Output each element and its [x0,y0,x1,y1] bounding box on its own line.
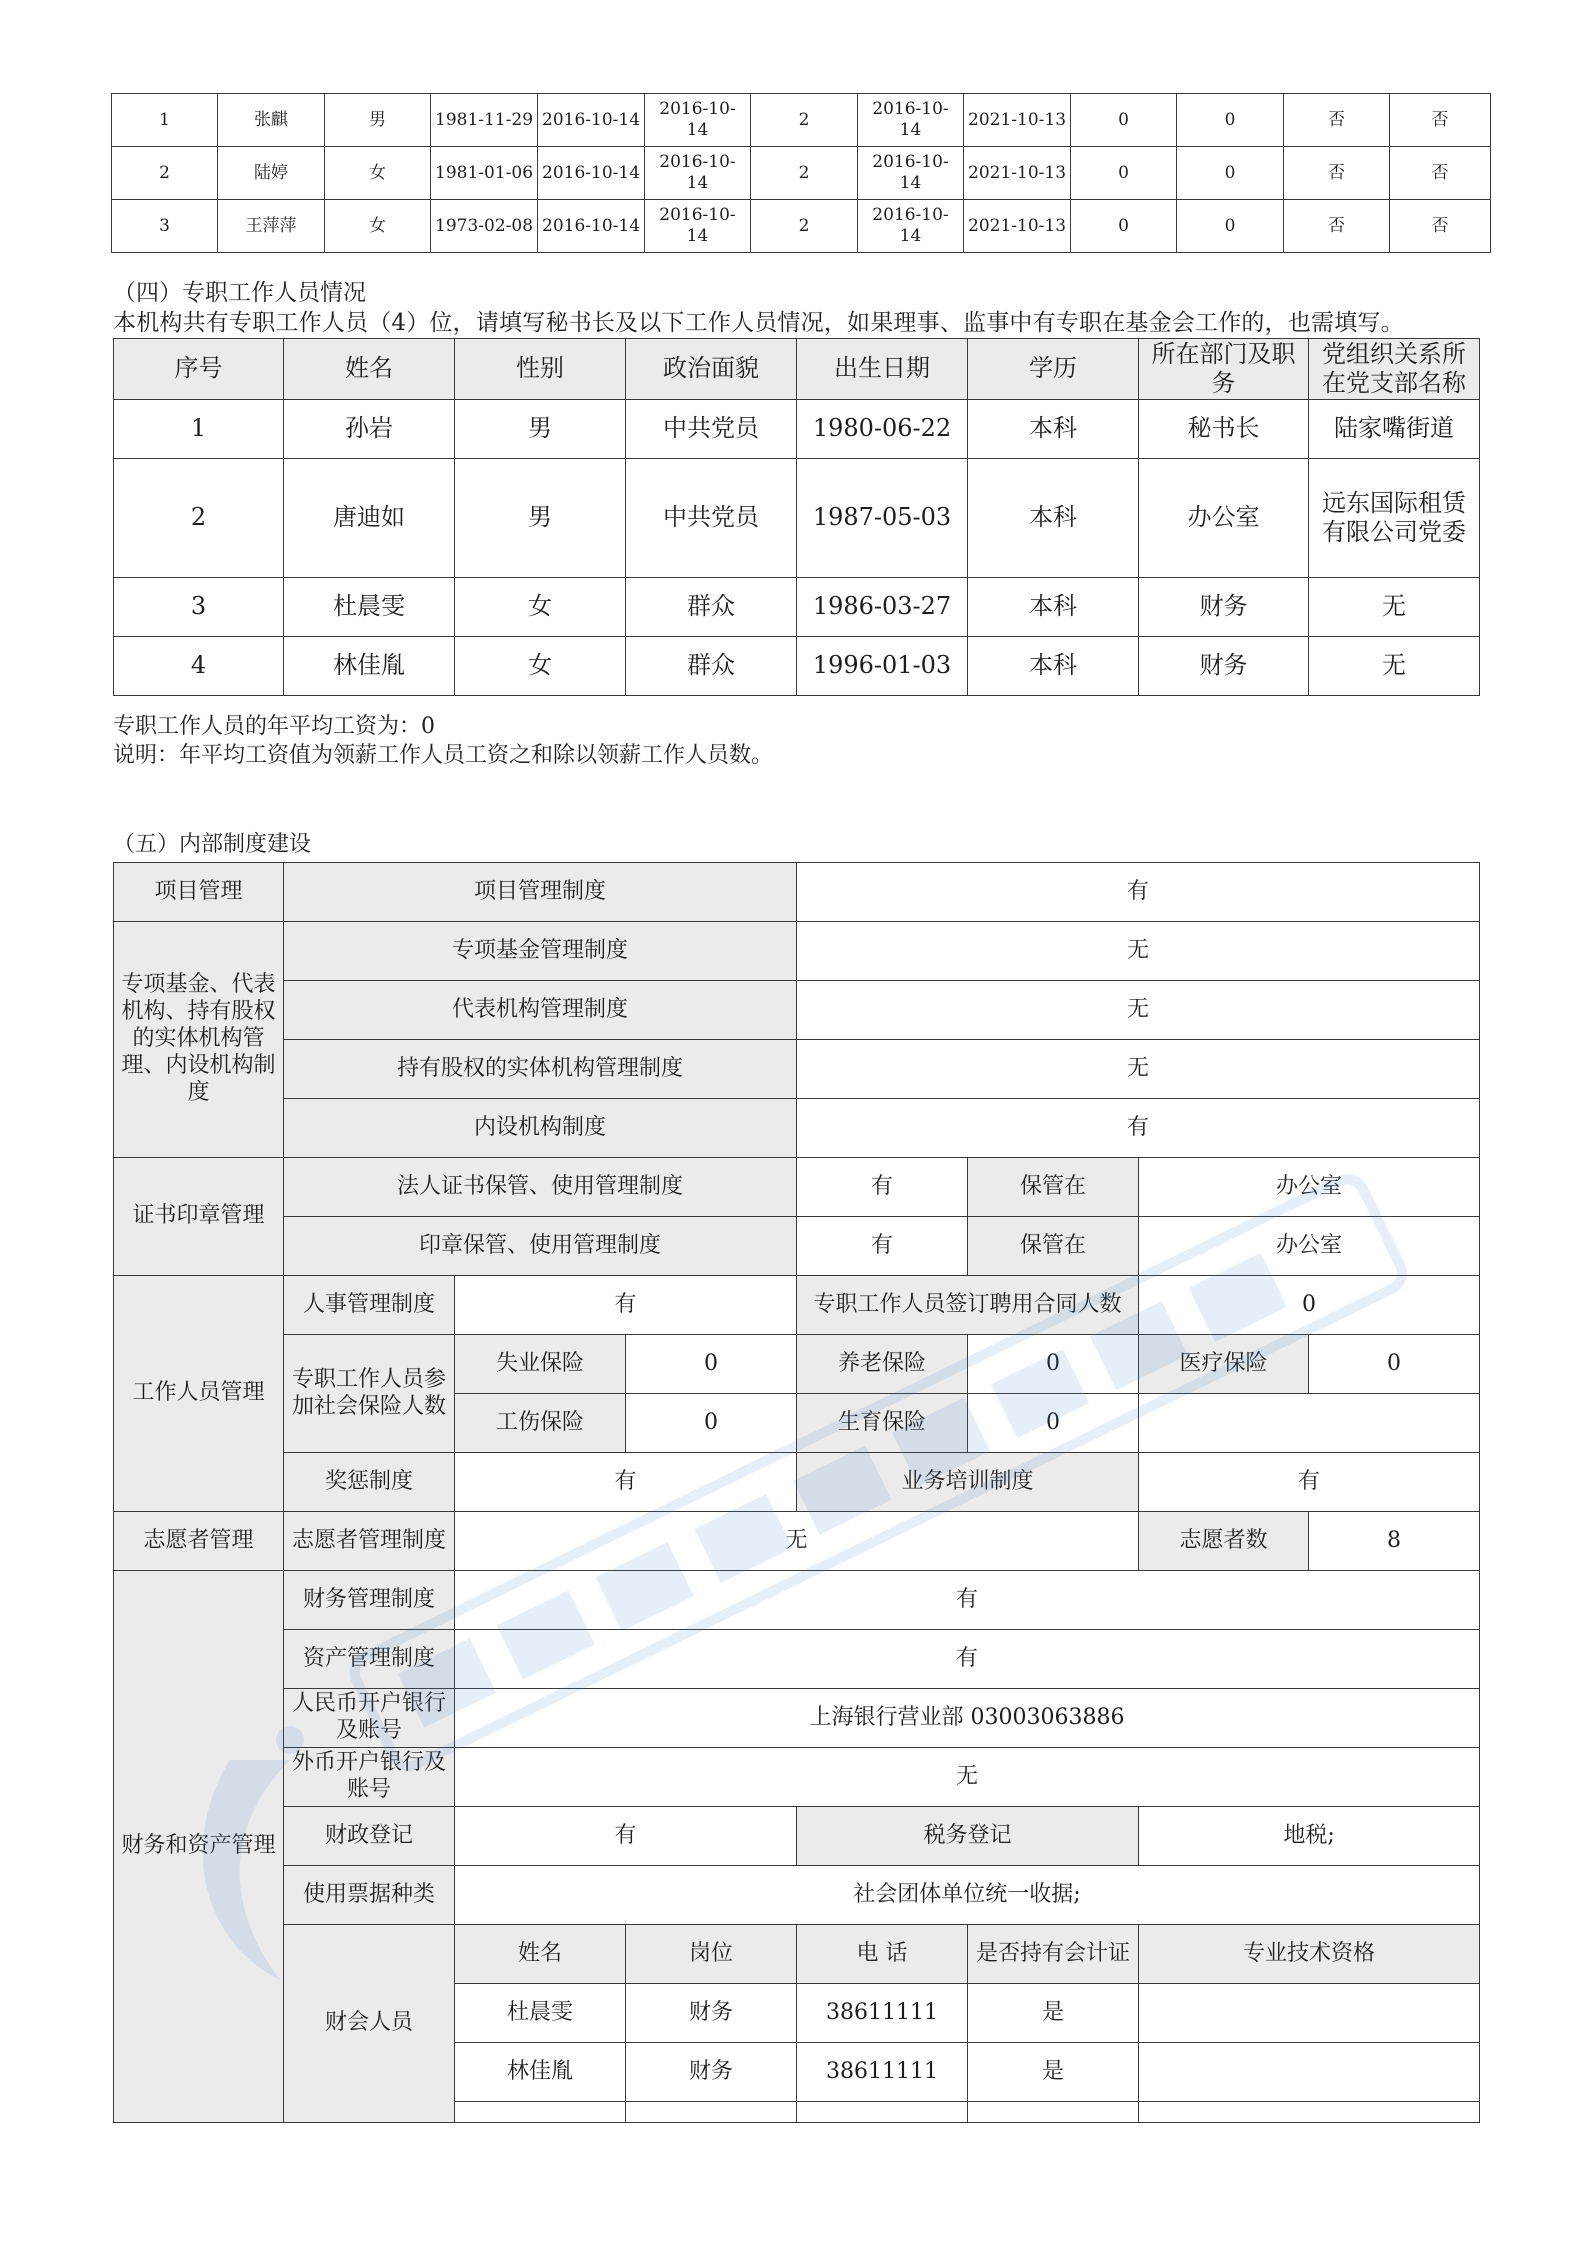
table-row [114,1276,1480,1335]
table-cell: 2016-10-14 [858,200,964,253]
item-value: 办公室 [1139,1217,1480,1276]
table-row [114,637,1480,696]
table-cell: 否 [1390,94,1491,147]
item-value: 无 [797,981,1480,1040]
column-header: 政治面貌 [626,339,797,400]
category-cell: 专项基金、代表机构、持有股权的实体机构管理、内设机构制度 [114,922,284,1158]
item-label: 志愿者数 [1139,1512,1309,1571]
table-cell: 2016-10-14 [858,94,964,147]
item-label: 财会人员 [284,1925,455,2123]
item-value: 有 [455,1571,1480,1630]
category-cell: 工作人员管理 [114,1276,284,1512]
table-row [114,981,1480,1040]
table-cell: 男 [455,400,626,459]
table-cell: 财务 [626,1984,797,2043]
table-cell: 本科 [968,459,1139,578]
table-cell: 杜晨雯 [455,1984,626,2043]
column-header: 姓名 [284,339,455,400]
table-cell: 4 [114,637,284,696]
item-value: 有 [455,1630,1480,1689]
table-cell: 0 [1071,147,1177,200]
table-cell: 秘书长 [1139,400,1309,459]
table-cell: 无 [1309,578,1480,637]
table-cell: 2016-10-14 [645,94,751,147]
category-cell: 项目管理 [114,863,284,922]
table-cell: 唐迪如 [284,459,455,578]
item-label: 资产管理制度 [284,1630,455,1689]
item-label: 奖惩制度 [284,1453,455,1512]
table-header-row [114,339,1480,400]
table-cell: 是 [968,1984,1139,2043]
table-cell: 林佳胤 [455,2043,626,2102]
table-row [114,1630,1480,1689]
item-label: 持有股权的实体机构管理制度 [284,1040,797,1099]
table-cell [968,2102,1139,2123]
table-cell: 女 [455,578,626,637]
column-header: 所在部门及职务 [1139,339,1309,400]
category-cell: 志愿者管理 [114,1512,284,1571]
item-value: 有 [1139,1453,1480,1512]
table-cell: 2016-10-14 [538,94,645,147]
table-cell: 无 [1309,637,1480,696]
item-label: 生育保险 [797,1394,968,1453]
table-cell: 2 [751,200,858,253]
column-header: 党组织关系所在党支部名称 [1309,339,1480,400]
column-header: 学历 [968,339,1139,400]
item-value: 有 [797,863,1480,922]
table-row [114,1748,1480,1807]
column-header: 序号 [114,339,284,400]
table-cell: 1981-01-06 [431,147,538,200]
table-cell: 2 [114,459,284,578]
table-cell: 中共党员 [626,459,797,578]
table-cell: 否 [1284,94,1390,147]
empty-cell [1139,1394,1480,1453]
item-label: 印章保管、使用管理制度 [284,1217,797,1276]
table-cell: 女 [325,200,431,253]
item-value: 有 [797,1099,1480,1158]
table-cell: 否 [1284,200,1390,253]
table-cell: 0 [1177,147,1284,200]
table-cell: 财务 [1139,578,1309,637]
table-cell: 男 [455,459,626,578]
table-cell: 2016-10-14 [858,147,964,200]
table-cell: 2016-10-14 [538,200,645,253]
item-value: 无 [797,922,1480,981]
table-cell: 2016-10-14 [538,147,645,200]
column-header: 电 话 [797,1925,968,1984]
table-cell: 办公室 [1139,459,1309,578]
previous-table [111,93,1491,253]
table-cell: 群众 [626,637,797,696]
table-cell [797,2102,968,2123]
item-value: 无 [455,1512,1139,1571]
item-label: 医疗保险 [1139,1335,1309,1394]
column-header: 岗位 [626,1925,797,1984]
table-cell: 1987-05-03 [797,459,968,578]
table-row [114,922,1480,981]
item-value: 社会团体单位统一收据; [455,1866,1480,1925]
table-cell: 1981-11-29 [431,94,538,147]
table-cell: 1 [112,94,218,147]
table-cell: 1986-03-27 [797,578,968,637]
item-label: 养老保险 [797,1335,968,1394]
table-cell: 财务 [1139,637,1309,696]
item-value: 有 [455,1453,797,1512]
item-value: 有 [797,1158,968,1217]
item-value: 有 [797,1217,968,1276]
table-cell: 陆婷 [218,147,325,200]
table-cell: 2 [112,147,218,200]
table-cell [455,2102,626,2123]
item-value: 0 [626,1335,797,1394]
table-cell: 0 [1177,94,1284,147]
item-value: 无 [797,1040,1480,1099]
table-cell: 1 [114,400,284,459]
table-cell: 1996-01-03 [797,637,968,696]
table-row [114,1099,1480,1158]
table-cell [1139,2102,1480,2123]
table-cell: 2016-10-14 [645,147,751,200]
table-cell: 0 [1071,200,1177,253]
category-cell: 证书印章管理 [114,1158,284,1276]
table-cell: 2021-10-13 [964,147,1071,200]
table-cell: 否 [1284,147,1390,200]
table-row [114,1866,1480,1925]
table-cell: 3 [112,200,218,253]
table-row [114,459,1480,578]
item-value: 0 [968,1335,1139,1394]
table-cell: 中共党员 [626,400,797,459]
item-label: 外币开户银行及账号 [284,1748,455,1807]
table-cell [1139,2043,1480,2102]
table-row [114,1335,1480,1394]
table-row [114,1040,1480,1099]
table-cell: 否 [1390,200,1491,253]
table-cell: 0 [1177,200,1284,253]
table-row [114,1807,1480,1866]
table-cell: 38611111 [797,2043,968,2102]
item-value: 无 [455,1748,1480,1807]
section5-title: （五）内部制度建设 [113,832,312,857]
column-header: 姓名 [455,1925,626,1984]
table-row [114,1158,1480,1217]
table-row [112,94,1491,147]
table-cell: 杜晨雯 [284,578,455,637]
item-label: 使用票据种类 [284,1866,455,1925]
item-value: 0 [626,1394,797,1453]
table-cell: 女 [455,637,626,696]
item-label: 保管在 [968,1158,1139,1217]
item-label: 法人证书保管、使用管理制度 [284,1158,797,1217]
item-value: 8 [1309,1512,1480,1571]
item-label: 人事管理制度 [284,1276,455,1335]
item-label: 内设机构制度 [284,1099,797,1158]
table-cell: 远东国际租赁有限公司党委 [1309,459,1480,578]
column-header: 是否持有会计证 [968,1925,1139,1984]
item-value: 办公室 [1139,1158,1480,1217]
table-cell: 陆家嘴街道 [1309,400,1480,459]
table-cell: 张麒 [218,94,325,147]
table-row [112,200,1491,253]
table-row [114,1512,1480,1571]
internal-system-table [113,862,1480,2123]
table-cell: 2 [751,94,858,147]
table-cell: 群众 [626,578,797,637]
note-line: 说明：年平均工资值为领薪工作人员工资之和除以领薪工作人员数。 [113,743,774,768]
item-label: 专项基金管理制度 [284,922,797,981]
table-row [114,400,1480,459]
table-cell: 2 [751,147,858,200]
table-cell: 女 [325,147,431,200]
table-cell: 本科 [968,637,1139,696]
table-cell: 1973-02-08 [431,200,538,253]
table-cell [626,2102,797,2123]
item-label: 工伤保险 [455,1394,626,1453]
item-label: 税务登记 [797,1807,1139,1866]
item-label: 财政登记 [284,1807,455,1866]
table-cell: 否 [1390,147,1491,200]
item-value: 0 [1309,1335,1480,1394]
table-cell: 本科 [968,578,1139,637]
item-label: 财务管理制度 [284,1571,455,1630]
column-header: 性别 [455,339,626,400]
table-cell: 男 [325,94,431,147]
average-salary-line: 专职工作人员的年平均工资为：0 [113,714,435,739]
table-header-row [114,1925,1480,1984]
item-label: 失业保险 [455,1335,626,1394]
table-cell: 2021-10-13 [964,200,1071,253]
column-header: 出生日期 [797,339,968,400]
table-cell: 本科 [968,400,1139,459]
item-label: 保管在 [968,1217,1139,1276]
table-cell [1139,1984,1480,2043]
column-header: 专业技术资格 [1139,1925,1480,1984]
table-row [112,147,1491,200]
table-row [114,1689,1480,1748]
item-label: 人民币开户银行及账号 [284,1689,455,1748]
item-value: 有 [455,1807,797,1866]
item-value: 0 [968,1394,1139,1453]
item-label: 业务培训制度 [797,1453,1139,1512]
table-cell: 孙岩 [284,400,455,459]
section4-title: （四）专职工作人员情况 [113,280,366,306]
section4-intro: 本机构共有专职工作人员（4）位，请填写秘书长及以下工作人员情况，如果理事、监事中有专职在基金会工作的，也需填写。 [113,310,1404,336]
item-label: 专职工作人员签订聘用合同人数 [797,1276,1139,1335]
item-value: 有 [455,1276,797,1335]
table-cell: 财务 [626,2043,797,2102]
item-value: 地税; [1139,1807,1480,1866]
table-cell: 是 [968,2043,1139,2102]
table-row [114,1217,1480,1276]
table-row [114,863,1480,922]
table-cell: 王萍萍 [218,200,325,253]
table-cell: 0 [1071,94,1177,147]
item-label: 代表机构管理制度 [284,981,797,1040]
item-label: 专职工作人员参加社会保险人数 [284,1335,455,1453]
category-cell: 财务和资产管理 [114,1571,284,2123]
table-cell: 1980-06-22 [797,400,968,459]
table-row [114,1453,1480,1512]
item-value: 上海银行营业部 03003063886 [455,1689,1480,1748]
staff-table [113,338,1480,696]
item-label: 项目管理制度 [284,863,797,922]
item-value: 0 [1139,1276,1480,1335]
table-row [114,1571,1480,1630]
table-cell: 38611111 [797,1984,968,2043]
table-cell: 林佳胤 [284,637,455,696]
item-label: 志愿者管理制度 [284,1512,455,1571]
table-cell: 2016-10-14 [645,200,751,253]
table-row [114,578,1480,637]
table-cell: 3 [114,578,284,637]
table-cell: 2021-10-13 [964,94,1071,147]
